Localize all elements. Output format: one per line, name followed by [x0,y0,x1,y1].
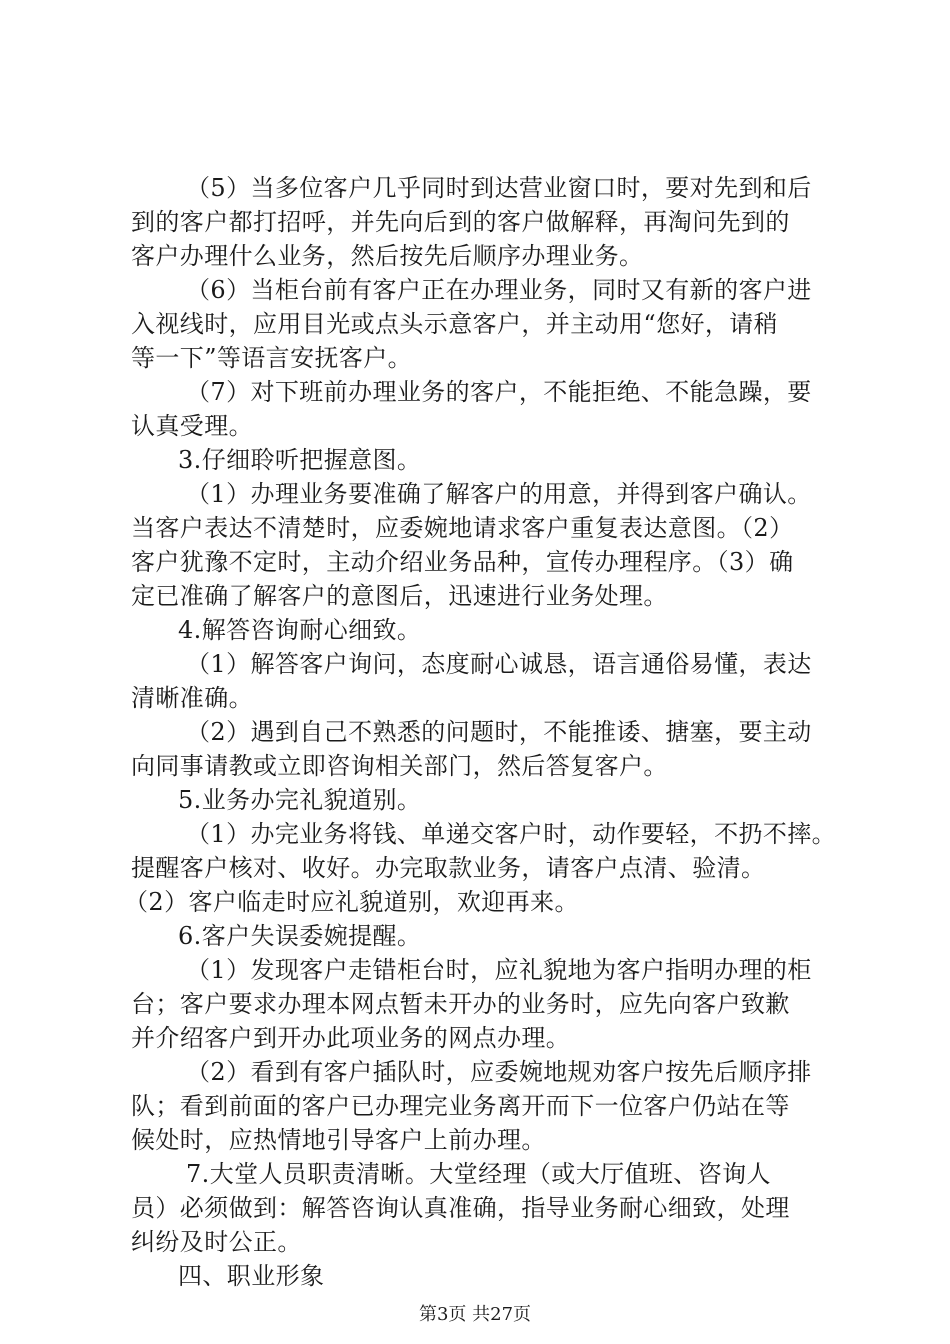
paragraph-line: 员）必须做到：解答咨询认真准确，指导业务耐心细致，处理 [131,1194,790,1222]
paragraph-line: 入视线时，应用目光或点头示意客户，并主动用“您好，请稍 [131,310,779,338]
paragraph-line: 认真受理。 [131,412,253,440]
section-heading: 5.业务办完礼貌道别。 [178,786,422,814]
section-heading: 6.客户失误委婉提醒。 [178,922,422,950]
paragraph-line: 清晰准确。 [131,684,253,712]
paragraph-line: （1）解答客户询问，态度耐心诚恳，语言通俗易懂，表达 [186,650,812,678]
paragraph-line: 向同事请教或立即咨询相关部门，然后答复客户。 [131,752,668,780]
paragraph-line: （2）客户临走时应礼貌道别，欢迎再来。 [124,888,579,916]
paragraph-line: 等一下”等语言安抚客户。 [131,344,413,372]
section-heading: 四、职业形象 [178,1262,325,1290]
paragraph-line: （1）发现客户走错柜台时，应礼貌地为客户指明办理的柜 [186,956,812,984]
paragraph-line: 定已准确了解客户的意图后，迅速进行业务处理。 [131,582,668,610]
paragraph-line: 纠纷及时公正。 [131,1228,302,1256]
paragraph-line: （2）看到有客户插队时，应委婉地规劝客户按先后顺序排 [186,1058,812,1086]
section-heading: 4.解答咨询耐心细致。 [178,616,422,644]
paragraph-line: （2）遇到自己不熟悉的问题时，不能推诿、搪塞，要主动 [186,718,812,746]
paragraph-line: 并介绍客户到开办此项业务的网点办理。 [131,1024,571,1052]
paragraph-line: （7）对下班前办理业务的客户，不能拒绝、不能急躁，要 [186,378,812,406]
section-heading: 7.大堂人员职责清晰。大堂经理（或大厅值班、咨询人 [186,1160,771,1188]
paragraph-line: 队；看到前面的客户已办理完业务离开而下一位客户仍站在等 [131,1092,790,1120]
page-footer: 第3页 共27页 [418,1304,532,1325]
paragraph-line: （1）办理业务要准确了解客户的用意，并得到客户确认。 [186,480,812,508]
paragraph-line: 候处时，应热情地引导客户上前办理。 [131,1126,546,1154]
paragraph-line: 到的客户都打招呼，并先向后到的客户做解释，再淘问先到的 [131,208,790,236]
paragraph-line: （6）当柜台前有客户正在办理业务，同时又有新的客户进 [186,276,812,304]
section-heading: 3.仔细聆听把握意图。 [178,446,422,474]
paragraph-line: 客户犹豫不定时，主动介绍业务品种，宣传办理程序。（3）确 [131,548,794,576]
paragraph-line: 提醒客户核对、收好。办完取款业务，请客户点清、验清。 [131,854,766,882]
paragraph-line: （1）办完业务将钱、单递交客户时，动作要轻，不扔不摔。 [186,820,837,848]
paragraph-line: 当客户表达不清楚时，应委婉地请求客户重复表达意图。（2） [131,514,794,542]
paragraph-line: 客户办理什么业务，然后按先后顺序办理业务。 [131,242,644,270]
paragraph-line: （5）当多位客户几乎同时到达营业窗口时，要对先到和后 [186,174,812,202]
paragraph-line: 台；客户要求办理本网点暂未开办的业务时，应先向客户致歉 [131,990,790,1018]
